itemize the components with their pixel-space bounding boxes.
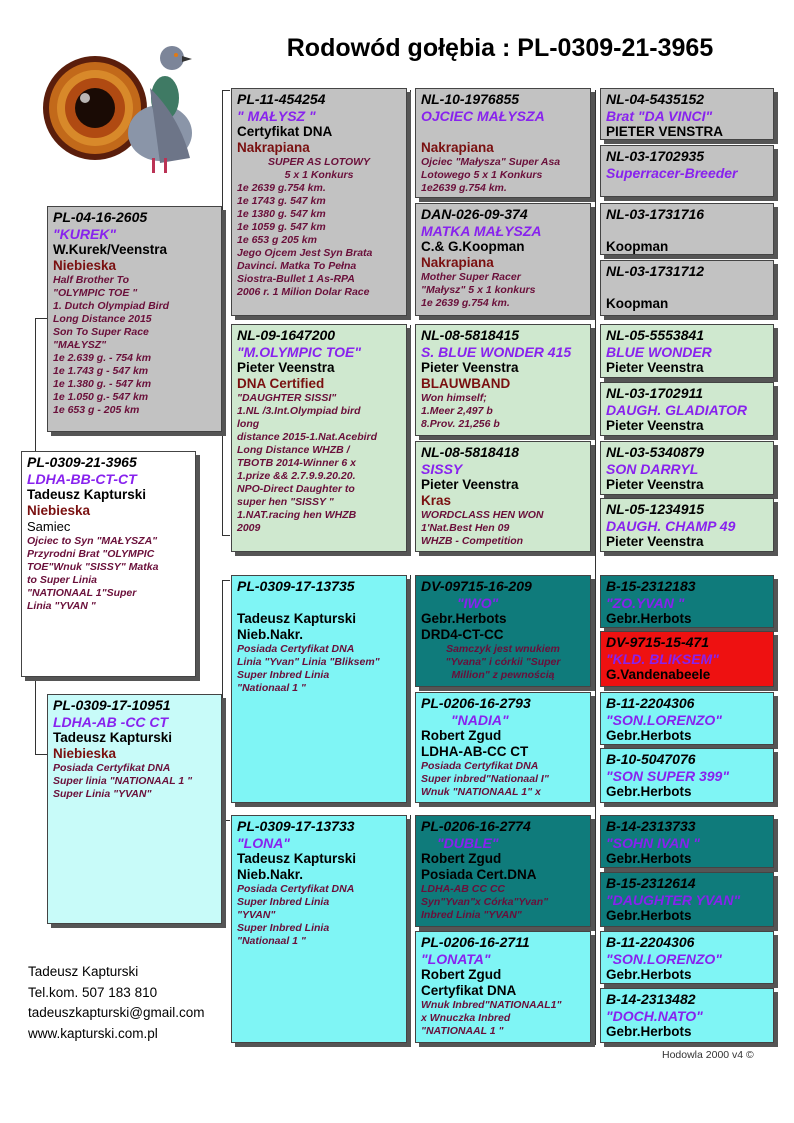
gd1-owner: Pieter Veenstra: [237, 360, 335, 375]
g3-name: MATKA MAŁYSZA: [421, 223, 542, 239]
granddam-paternal-card: [231, 324, 407, 552]
gs1-ring: PL-11-454254: [237, 91, 326, 107]
g4-card-8: [600, 575, 774, 628]
g4-card-2: [600, 203, 774, 255]
footer-version: Hodowla 2000 v4 ©: [662, 1049, 754, 1061]
g4-card-6: [600, 441, 774, 495]
g3-owner: Robert Zgud: [421, 728, 502, 743]
g4-name: "SOHN IVAN ": [606, 835, 700, 851]
sire-name: "KUREK": [53, 226, 117, 242]
sire-color: Niebieska: [53, 258, 117, 273]
g3-ring: NL-08-5818415: [421, 327, 520, 343]
gs1-owner: Certyfikat DNA: [237, 124, 333, 139]
grandsire-paternal-card: [231, 88, 407, 316]
gs1-note-center: SUPER AS LOTOWY 5 x 1 Konkurs: [267, 156, 371, 181]
gd1-name: "M.OLYMPIC TOE": [237, 344, 361, 360]
sire-ring: PL-04-16-2605: [53, 209, 148, 225]
g3-color: BLAUWBAND: [421, 376, 511, 391]
g4-owner: PIETER VENSTRA: [606, 124, 724, 139]
g4-ring: NL-03-1731716: [606, 206, 705, 222]
g3-card-0: [415, 88, 591, 198]
contact-website[interactable]: www.kapturski.com.pl: [28, 1025, 158, 1041]
g3-name: S. BLUE WONDER 415: [421, 344, 572, 360]
pigeon-eye-logo-icon: [40, 28, 200, 188]
gd1-color: DNA Certified: [237, 376, 325, 391]
g4-card-13: [600, 872, 774, 927]
gd2-name: "LONA": [237, 835, 290, 851]
g4-card-15: [600, 988, 774, 1043]
g3-ring: NL-10-1976855: [421, 91, 520, 107]
g3-owner: C.& G.Koopman: [421, 239, 525, 254]
g4-card-0: [600, 88, 774, 140]
g3-owner: Pieter Veenstra: [421, 477, 519, 492]
g4-owner: Pieter Veenstra: [606, 477, 704, 492]
g3-note: WORDCLASS HEN WON 1'Nat.Best Hen 09 WHZB - Competition: [421, 509, 544, 547]
g4-ring: NL-03-1731712: [606, 263, 705, 279]
g4-name: Brat "DA VINCI": [606, 108, 713, 124]
g4-name: "DAUGHTER YVAN": [606, 892, 741, 908]
g4-owner: Gebr.Herbots: [606, 851, 692, 866]
dam-card: [47, 694, 222, 924]
g3-name: SISSY: [421, 461, 463, 477]
gd2-note: Posiada Certyfikat DNA Super Inbred Linia "YVAN" Super Inbred Linia "Nationaal 1 ": [237, 883, 355, 947]
g4-owner: G.Vandenabeele: [606, 667, 711, 682]
g3-color: Nakrapiana: [421, 255, 494, 270]
granddam-maternal-card: [231, 815, 407, 1043]
g4-name: "KLD. BLIKSEM": [606, 651, 719, 667]
g4-name: [606, 280, 768, 296]
g4-name: DAUGH. CHAMP 49: [606, 518, 736, 534]
g4-owner: Gebr.Herbots: [606, 728, 692, 743]
g3-note: LDHA-AB CC CC Syn"Yvan"x Córka"Yvan" Inbred Linia "YVAN": [421, 883, 549, 921]
gs1-color: Nakrapiana: [237, 140, 310, 155]
g4-owner: Gebr.Herbots: [606, 908, 692, 923]
g4-card-5: [600, 382, 774, 436]
g4-ring: NL-05-1234915: [606, 501, 705, 517]
g4-name: Superracer-Breeder: [606, 165, 738, 181]
g3-ring: DAN-026-09-374: [421, 206, 528, 222]
g4-ring: B-10-5047076: [606, 751, 696, 767]
g4-card-7: [600, 498, 774, 552]
g3-card-6: [415, 815, 591, 927]
g3-color: LDHA-AB-CC CT: [421, 744, 529, 759]
g3-name: "LONATA": [421, 951, 491, 967]
sire-card: [47, 206, 222, 432]
contact-phone: Tel.kom. 507 183 810: [28, 984, 158, 1000]
subject-sex: Samiec: [27, 519, 71, 534]
g3-ring: PL-0206-16-2711: [421, 934, 530, 950]
page-title: Rodowód gołębia : PL-0309-21-3965: [286, 34, 714, 62]
g3-owner: Gebr.Herbots: [421, 611, 507, 626]
g4-ring: NL-05-5553841: [606, 327, 705, 343]
g3-name: "NADIA": [451, 712, 509, 728]
g4-name: "SON SUPER 399": [606, 768, 729, 784]
g4-name: "SON.LORENZO": [606, 712, 722, 728]
g4-name: "SON.LORENZO": [606, 951, 722, 967]
subject-color: Niebieska: [27, 503, 91, 518]
gd2-ring: PL-0309-17-13733: [237, 818, 355, 834]
g4-ring: NL-03-1702935: [606, 148, 705, 164]
dam-color: Niebieska: [53, 746, 117, 761]
gs2-ring: PL-0309-17-13735: [237, 578, 355, 594]
sire-note: Half Brother To "OLYMPIC TOE " 1. Dutch Olympiad Bird Long Distance 2015 Son To Super Race "MAŁYSZ" 1e 2.639 g. - 754 km 1e 1.743 g - 547 km 1e 1.380 g. - 547 km 1e 1.050 g.- 547 km 1e 653 g - 205 km: [53, 274, 170, 416]
gs1-name: " MAŁYSZ ": [237, 108, 316, 124]
g4-owner: Gebr.Herbots: [606, 784, 692, 799]
g4-card-14: [600, 931, 774, 984]
g3-ring: DV-09715-16-209: [421, 578, 532, 594]
subject-name: LDHA-BB-CT-CT: [27, 471, 137, 487]
dam-owner: Tadeusz Kapturski: [53, 730, 173, 745]
g4-owner: Pieter Veenstra: [606, 360, 704, 375]
g3-note: Ojciec "Małysza" Super Asa Lotowego 5 x 1 Konkurs 1e2639 g.754 km.: [421, 156, 561, 194]
dam-ring: PL-0309-17-10951: [53, 697, 171, 713]
g3-note: Wnuk Inbred"NATIONAAL1" x Wnuczka Inbred "NATIONAAL 1 ": [421, 999, 562, 1037]
g4-name: [606, 223, 768, 239]
gd2-owner: Tadeusz Kapturski: [237, 851, 357, 866]
gs2-owner: Tadeusz Kapturski: [237, 611, 357, 626]
g3-color: Nakrapiana: [421, 140, 494, 155]
gd1-ring: NL-09-1647200: [237, 327, 336, 343]
g3-owner: Robert Zgud: [421, 967, 502, 982]
g3-color: DRD4-CT-CC: [421, 627, 504, 642]
g4-owner: Koopman: [606, 239, 669, 254]
g4-ring: B-14-2313482: [606, 991, 696, 1007]
g3-card-5: [415, 692, 591, 803]
subject-owner: Tadeusz Kapturski: [27, 487, 147, 502]
g4-card-9: [600, 631, 774, 687]
g4-ring: B-15-2312183: [606, 578, 696, 594]
g3-name: OJCIEC MAŁYSZA: [421, 108, 545, 124]
g3-note: Samczyk jest wnukiem "Yvana" i córkii "Super Million" z pewnością: [445, 643, 561, 681]
g3-ring: PL-0206-16-2793: [421, 695, 531, 711]
g3-name: "IWO": [457, 595, 499, 611]
g4-card-11: [600, 748, 774, 803]
subject-card: [21, 451, 196, 677]
g3-ring: PL-0206-16-2774: [421, 818, 531, 834]
subject-note: Ojciec to Syn "MAŁYSZA" Przyrodni Brat "OLYMPIC TOE"Wnuk "SISSY" Matka to Super Linia "NATIONAAL 1"Super Linia "YVAN ": [27, 535, 159, 612]
subject-ring: PL-0309-21-3965: [27, 454, 137, 470]
gs2-note: Posiada Certyfikat DNA Linia "Yvan" Linia "Bliksem" Super Inbred Linia "Nationaal 1 ": [237, 643, 380, 694]
gd2-color: Nieb.Nakr.: [237, 867, 304, 882]
g3-note: Won himself; 1.Meer 2,497 b 8.Prov. 21,256 b: [421, 392, 500, 430]
g4-ring: NL-03-5340879: [606, 444, 705, 460]
g3-owner: [421, 124, 585, 140]
g4-ring: B-15-2312614: [606, 875, 696, 891]
g4-card-12: [600, 815, 774, 868]
g4-ring: DV-9715-15-471: [606, 634, 709, 650]
g4-owner: Gebr.Herbots: [606, 611, 692, 626]
dam-note: Posiada Certyfikat DNA Super linia "NATIONAAL 1 " Super Linia "YVAN": [53, 762, 193, 800]
g4-owner: Pieter Veenstra: [606, 418, 704, 433]
contact-email[interactable]: tadeuszkapturski@gmail.com: [28, 1005, 205, 1020]
g3-color: Kras: [421, 493, 452, 508]
g3-card-7: [415, 931, 591, 1043]
g4-ring: B-11-2204306: [606, 695, 695, 711]
g3-color: Certyfikat DNA: [421, 983, 517, 998]
gs2-color: Nieb.Nakr.: [237, 627, 304, 642]
g4-owner: Koopman: [606, 296, 669, 311]
g4-ring: B-11-2204306: [606, 934, 695, 950]
g4-card-1: [600, 145, 774, 197]
g3-card-4: [415, 575, 591, 687]
g4-owner: Pieter Veenstra: [606, 534, 704, 549]
g3-card-2: [415, 324, 591, 436]
gs1-note: 1e 2639 g.754 km. 1e 1743 g. 547 km 1e 1380 g. 547 km 1e 1059 g. 547 km 1e 653 g 205 km Jego Ojcem Jest Syn Brata Davinci. Matka To Pełna Siostra-Bullet 1 As-RPA 2006 r. 1 Milion Dolar Race: [237, 182, 373, 298]
g3-ring: NL-08-5818418: [421, 444, 520, 460]
sire-owner: W.Kurek/Veenstra: [53, 242, 168, 257]
g3-color: Posiada Cert.DNA: [421, 867, 537, 882]
contact-name: Tadeusz Kapturski: [28, 964, 139, 979]
g3-note: Mother Super Racer "Małysz" 5 x 1 konkurs 1e 2639 g.754 km.: [421, 271, 536, 309]
gd1-note: "DAUGHTER SISSI" 1.NL /3.Int.Olympiad bird long distance 2015-1.Nat.Acebird Long Distance WHZB / TBOTB 2014-Winner 6 x 1.prize && 2.7.9.9.20.20. NPO-Direct Daughter to super hen "SISSY " 1.NAT.racing hen WHZB 2009: [237, 392, 378, 534]
g4-name: SON DARRYL: [606, 461, 699, 477]
g3-owner: Pieter Veenstra: [421, 360, 519, 375]
grandsire-maternal-card: [231, 575, 407, 803]
g4-name: "DOCH.NATO": [606, 1008, 703, 1024]
g4-ring: NL-03-1702911: [606, 385, 704, 401]
g4-card-3: [600, 260, 774, 316]
g4-name: BLUE WONDER: [606, 344, 712, 360]
g4-owner: Gebr.Herbots: [606, 967, 692, 982]
g3-owner: Robert Zgud: [421, 851, 502, 866]
contact-block: [28, 962, 205, 1044]
g4-name: DAUGH. GLADIATOR: [606, 402, 748, 418]
g4-card-10: [600, 692, 774, 745]
g3-card-1: [415, 203, 591, 316]
g4-owner: Gebr.Herbots: [606, 1024, 692, 1039]
g3-name: "DUBLE": [437, 835, 499, 851]
gs2-name: [237, 595, 401, 611]
g3-note: Posiada Certyfikat DNA Super inbred"Nationaal I" Wnuk "NATIONAAL 1" x: [421, 760, 549, 798]
g4-ring: B-14-2313733: [606, 818, 696, 834]
g4-card-4: [600, 324, 774, 378]
g4-ring: NL-04-5435152: [606, 91, 705, 107]
g4-name: "ZO.YVAN ": [606, 595, 685, 611]
g3-card-3: [415, 441, 591, 552]
dam-name: LDHA-AB -CC CT: [53, 714, 169, 730]
